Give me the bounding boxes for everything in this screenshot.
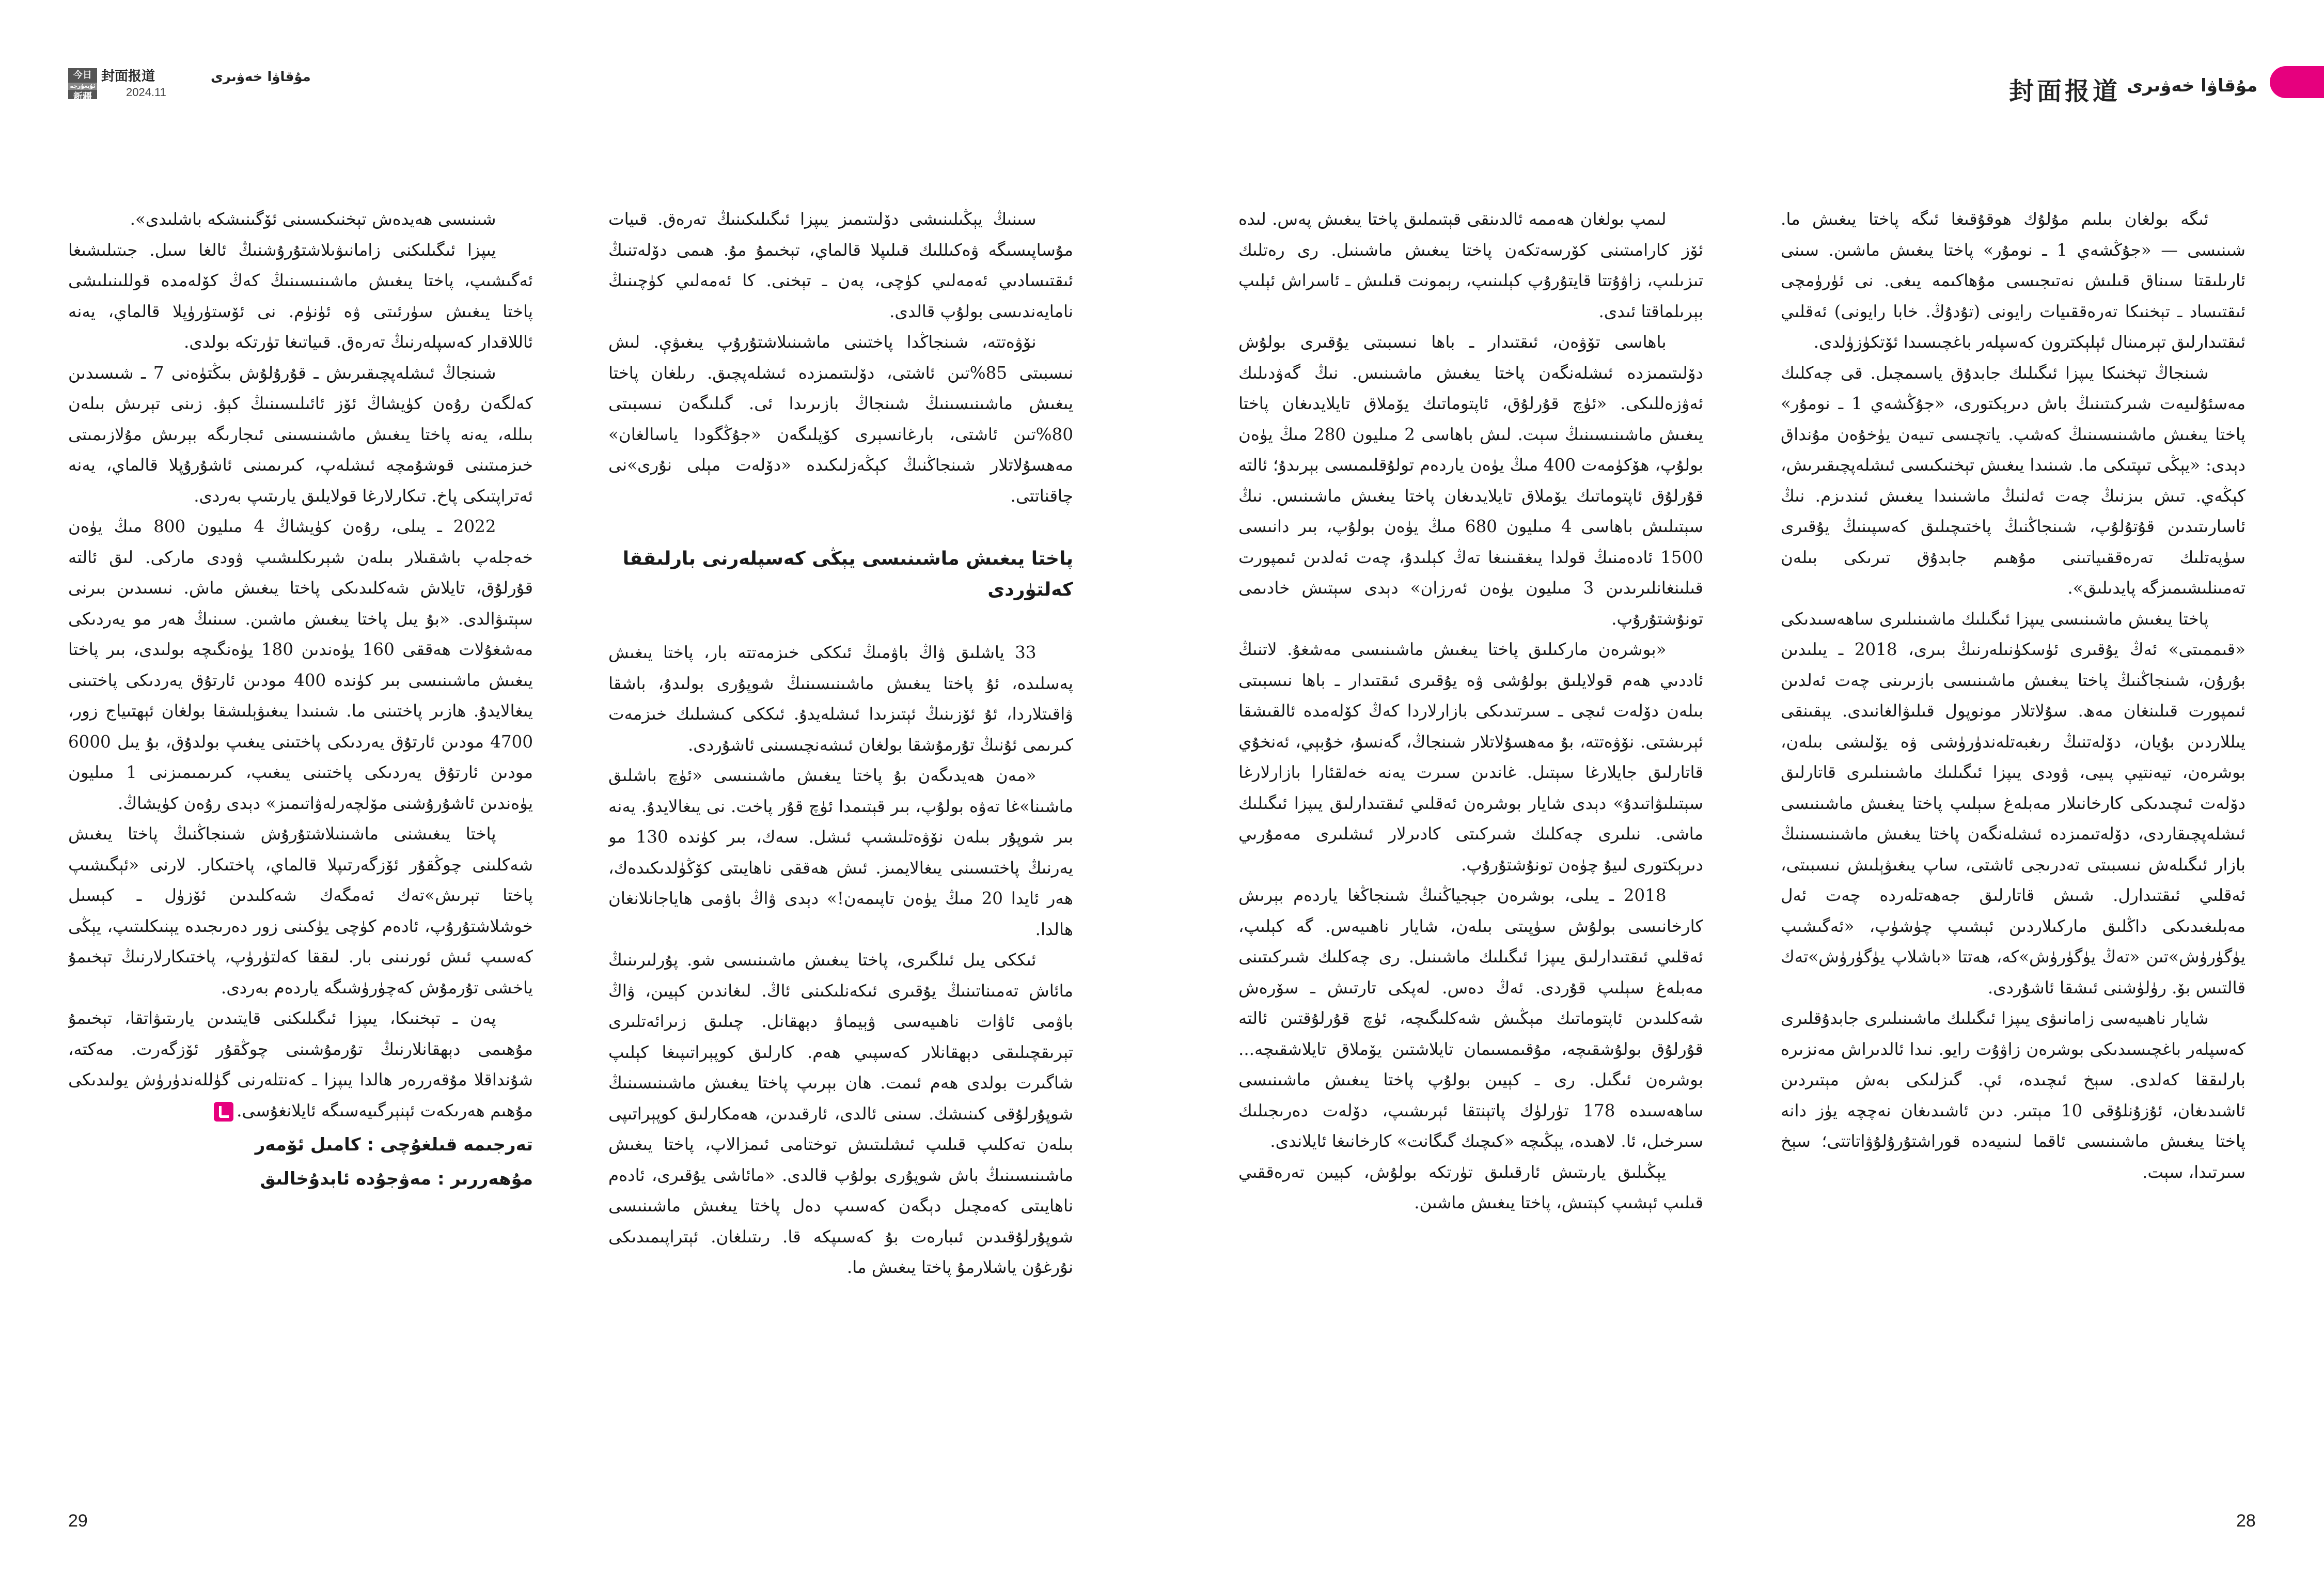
- paragraph: يېڭىلىق يارىتىش ئارقىلىق تۈرتكە بولۇش، كېيىن تەرەققىي قىلىپ ئېشىپ كېتىش، پاختا يىغىش ماشىن.: [1238, 1162, 1703, 1212]
- translator-credit: تەرجىمە قىلغۇچى : كامىل ئۆمەر: [255, 1134, 533, 1155]
- right-page: [1162, 0, 2324, 1588]
- paragraph: باھاسى تۆۋەن، ئىقتىدار ـ باھا نىسبىتى يۇقىرى بولۇش دۆلىتىمىزدە ئىشلەنگەن پاختا يىغىش ماشىنىس. نىڭ گەۋدىلىك ئەۋزەللىكى. «ئۈچ قۇرلۇق، ئاپتوماتىك يۆملاق تايلايدىغان پاختا يىغىش ماشىنىسىنىڭ سېت. لىش باھاسى 2 مىليون 280 مىڭ يۈەن بولۇپ، ھۆكۈمەت 400 مىڭ يۈەن ياردەم تولۇقلىمىسى بېرىدۇ؛ ئالتە قۇرلۇق ئاپتوماتىك يۆملاق تايلايدىغان پاختا يىغىش ماشىنىس. نىڭ سېتىلىش باھاسى 4 مىليون 680 مىڭ يۈەن بولۇپ، بىر دانىسى 1500 ئادەمنىڭ قولدا يىغقىنىغا تەڭ كېلىدۇ، چەت ئەلدىن ئىمپورت قىلىنغانلىرىدىن 3 مىليون يۈەن ئەرزان» دېدى سېتىش خادىمى تونۇشتۇرۇپ.: [1238, 332, 1703, 629]
- column-1: [1781, 204, 2246, 1454]
- column-3: [608, 204, 1073, 1454]
- section-color-tab: [2270, 66, 2324, 98]
- paragraph: شىنجاڭ ئىشلەپچىقىرىش ـ قۇرۇلۇش بىڭتۈەنى 7 ـ شىسىدىن كەلگەن رۇەن كۈيشاڭ ئۆز ئائىلىسىنىڭ كېۋ. زىنى تېرىش بىلەن بىللە، يەنە پاختا يىغىش ماشىنىسىنى ئىجارىگە بېرىش مۇلازىمىتى خىزمىتىنى قوشۇمچە ئىشلەپ، كىرىمىنى ئاشۇرۇپلا قالماي، يەنە ئەتراپتىكى پاخ. تىكارلارغا قولايلىق يارىتىپ بەردى.: [68, 363, 533, 506]
- paragraph: ئىگە بولغان بىلىم مۇلۇك ھوقۇقىغا ئىگە پاختا يىغىش ما. شىنىسى — «جۇڭشەي 1 ـ نومۇر» پاختا يىغىش ماشىن. سىنى ئارىلىقتا سىناق قىلىش نەتىجىسى مۇھاكىمە يىغى. نى ئۈرۈمچى ئىقتىساد ـ تېخنىكا تەرەققىيات رايونى (تۇدۇڭ. خابا رايونى) ئەقلىي ئىقتىدارلىق تېرمىنال ئېلېكترون كەسپلەر باغچىسىدا ئۆتكۈزۈلدى.: [1781, 209, 2246, 352]
- paragraph: لىمپ بولغان ھەممە ئالدىنقى قېتىملىق پاختا يىغىش پەس. لىدە ئۆز كارامىتىنى كۆرسەتكەن پاختا يىغىش ماشىنىل. رى رەتلىك تىزىلىپ، زاۋۇتتا قايتۇرۇپ كېلىنىپ، رېمونت قىلىش ـ ئاسراش ئېلىپ بېرىلماقتا ئىدى.: [1238, 209, 1703, 321]
- paragraph: 2022 ـ يىلى، رۇەن كۈيشاڭ 4 مىليون 800 مىڭ يۈەن خەجلەپ باشقىلار بىلەن شېرىكلىشىپ ۋودى ماركى. لىق ئالتە قۇرلۇق، تايلاش شەكلىدىكى پاختا يىغىش ماش. نىسىدىن بىرنى سېتىۋالدى. «بۇ يىل پاختا يىغىش ماشىن. سىنىڭ ھەر مو يەردىكى مەشغۇلات ھەققى 160 يۈەندىن 180 يۈەنگىچە بولىدى، بىر پاختا يىغىش ماشىنىسى بىر كۈندە 400 مودىن ئارتۇق يەردىكى پاختىنى يىغالايدۇ. ھازىر پاختىنى ما. شىنىدا يىغىۋېلىشقا بولغان ئېھتىياج زور، 4700 مودىن ئارتۇق يەردىكى پاختىنى يىغىپ بولدۇق، بۇ يىل 6000 مودىن ئارتۇق يەردىكى پاختىنى يىغىپ، كىرىمىمىزنى 1 مىليون يۈەندىن ئاشۇرۇشنى مۆلچەرلەۋاتىمىز» دېدى رۇەن كۈيشاڭ.: [68, 517, 533, 813]
- paragraph: پاختا يىغىشنى ماشىنىلاشتۇرۇش شىنجاڭنىڭ پاختا يىغىش شەكلىنى چوڭقۇر ئۆزگەرتىپلا قالماي، پاختىكار. لارنى «ئېگىشىپ پاختا تېرىش»تەك ئەمگەك شەكلىدىن ئۆزۈل ـ كېسىل خوشلاشتۇرۇپ، ئادەم كۈچى يۈكىنى زور دەرىجىدە يېنىكلىتىپ، يېڭى كەسىپ ئىش ئورنىنى بار. لىققا كەلتۈرۈپ، پاختىكارلارنىڭ تېخىمۇ ياخشى تۇرمۇش كەچۈرۈشىگە ياردەم بەردى.: [68, 824, 533, 998]
- page-number-left: 29: [68, 1511, 88, 1531]
- logo-top-text: 今日: [73, 70, 92, 81]
- column-2: [1238, 204, 1703, 1454]
- header-left-section: مۇقاۋا خەۋىرى: [211, 69, 311, 85]
- paragraph: «بوشرەن ماركىلىق پاختا يىغىش ماشىنىسى مەشغۇ. لاتنىڭ ئاددىي ھەم قولايلىق بولۇشى ۋە يۇقىرى ئىقتىدار ـ باھا نىسبىتى بىلەن دۆلەت ئىچى ـ سىرتىدىكى بازارلاردا كەڭ كۆلەمدە ئالقىشقا ئېرىشتى. نۆۋەتتە، بۇ مەھسۇلاتلار شىنجاڭ، گەنسۇ، خۇبېي، ئەنخۇي قاتارلىق جايلارغا سېتىل. غاندىن سىرت يەنە خەلقئارا بازارلارغا سېتىلىۋاتىدۇ» دېدى شايار بوشرەن ئەقلىي ئىقتىدارلىق يىپزا ئىگىلىك ماشى. نىلىرى چەكلىك شىركىتى كادىرلار ئىشلىرى مەمۇرىي دىرېكتورى لىيۇ چۈەن تونۇشتۇرۇپ.: [1238, 640, 1703, 875]
- paragraph: «مەن ھەيدىگەن بۇ پاختا يىغىش ماشىنىسى «ئۈچ باشلىق ماشىنا»غا تەۋە بولۇپ، بىر قېتىمدا ئۈچ قۇر پاخت. نى يىغالايدۇ. يەنە بىر شوپۇر بىلەن نۆۋەتلىشىپ ئىشل. سەك، بىر كۈندە 130 مو يەرنىڭ پاختىسىنى يىغالايمىز. ئىش ھەققى ناھايىتى كۆڭۈلدىكىدەك، ھەر ئايدا 20 مىڭ يۈەن تاپىمەن!» دېدى ۋاڭ باۋمى ھاياجانلانغان ھالدا.: [608, 766, 1073, 939]
- article-end-icon: [214, 1102, 233, 1122]
- paragraph: ئىككى يىل ئىلگىرى، پاختا يىغىش ماشىنىسى شو. پۇرلىرىنىڭ مائاش تەمىناتىنىڭ يۇقىرى ئىكەنلىكىنى ئاڭ. لىغاندىن كېيىن، ۋاڭ باۋمى ئاۋات ناھىيەسى ۋېيماۋ دېھقانل. چىلىق زىرائەتلىرى تېرىقچىلىقى دېھقانلار كەسپىي ھەم. كارلىق كوپېراتىپىغا كېلىپ شاگىرت بولدى ھەم ئىمت. ھان بېرىپ پاختا يىغىش ماشىنىسىنىڭ شوپۇرلۇقى كىنىشك. سىنى ئالدى، ئارقىدىن، ھەمكارلىق كوپېراتىپى بىلەن تەكلىپ قىلىپ ئىشلىتىش توختامى ئىمزالاپ، پاختا يىغىش ماشىنىسىنىڭ باش شوپۇرى بولۇپ قالدى. «مائاشى يۇقىرى، ئادەم ناھايىتى كەمچىل دېگەن كەسىپ دەل پاختا يىغىش ماشىنىسى شوپۇرلۇقىدىن ئىبارەت بۇ كەسىپكە قا. رىتىلغان. ئېتراپىمىدىكى نۇرغۇن ياشلارمۇ پاختا يىغىش ما.: [608, 950, 1073, 1277]
- page-number-right: 28: [2236, 1511, 2256, 1531]
- logo-bottom-text: 新疆: [73, 91, 92, 102]
- section-heading: پاختا يىغىش ماشىنىسى يېڭى كەسپلەرنى بارلىققا كەلتۈردى: [622, 548, 1073, 600]
- header-left-date: 2024.11: [126, 86, 166, 99]
- magazine-logo: [68, 68, 97, 102]
- logo-small-text: ئۇيغۇرچە: [68, 83, 97, 90]
- paragraph: 33 ياشلىق ۋاڭ باۋمىڭ ئىككى خىزمەتتە بار، پاختا يىغىش پەسلىدە، ئۇ پاختا يىغىش ماشىنىسىنىڭ شوپۇرى بولىدۇ، باشقا ۋاقىتلاردا، ئۇ ئۆزىنىڭ ئېتىزىدا ئىشلەيدۇ. ئىككى كىشىلىك خىزمەت كىرىمى ئۇنىڭ تۇرمۇشقا بولغان ئىشەنچىسىنى ئاشۇردى.: [608, 643, 1073, 755]
- header-right-section: مۇقاۋا خەۋىرى: [2127, 75, 2258, 96]
- paragraph: شىنىسى ھەيدەش تېخنىكىسىنى ئۆگىنىشكە باشلىدى».: [130, 209, 496, 229]
- paragraph: نۆۋەتتە، شىنجاڭدا پاختىنى ماشىنىلاشتۇرۇپ يىغىۋې. لىش نىسبىتى 85%تىن ئاشتى، دۆلىتىمىزدە ئىشلەپچىق. رىلغان پاختا يىغىش ماشىنىسىنىڭ شىنجاڭ بازىرىدا ئى. گىلىگەن نىسبىتى 80%تىن ئاشتى، بارغانسېرى كۆپلىگەن «جۇڭگودا ياسالغان» مەھسۇلاتلار شىنجاڭنىڭ كېڭەزلىكىدە «دۆلەت مېلى نۇرى»نى چاقناتتى.: [608, 332, 1073, 506]
- paragraph: پەن ـ تېخنىكا، يىپزا ئىگىلىكنى قايتىدىن يارىتىۋاتقا، تېخىمۇ مۇھىمى دېھقانلارنىڭ تۇرمۇشىنى چوڭقۇر ئۆزگەرت. مەكتە، شۇنداقلا مۇقەررەر ھالدا يىپزا ـ كەنتلەرنى گۈللەندۈرۈش يولىدىكى مۇھىم ھەرىكەت ئېنېرگىيەسىگە ئايلانغۇسى.: [68, 1003, 533, 1126]
- paragraph: شىنجاڭ تېخنىكا يىپزا ئىگىلىك جابدۇق ياسىمچىل. قى چەكلىك مەسئۇلىيەت شىركىتىنىڭ باش دىرېكتورى، «جۇڭشەي 1 ـ نومۇر» پاختا يىغىش ماشىنىسىنىڭ كەشپ. ياتچىسى تىيەن يۈخۇەن مۇنداق دېدى: «يېڭى تىپتىكى ما. شىنىدا يىغىش تېخنىكىسى ئىشلەپچىقىرىش، كېڭەي. تىش بىزنىڭ چەت ئەلنىڭ ماشىنىدا يىغىش ئىندىزم. نىڭ ئاسارىتىدىن قۇتۇلۇپ، شىنجاڭنىڭ پاختىچىلىق كەسپىنىڭ يۇقىرى سۈپەتلىك تەرەققىياتىنى مۇھىم جابدۇق تىرىكى بىلەن تەمىنلىشىمىزگە پايدىلىق».: [1781, 363, 2246, 598]
- column-4: [68, 204, 533, 1454]
- paragraph: شايار ناھىيەسى زامانىۋى يىپزا ئىگىلىك ماشىنىلىرى جابدۇقلىرى كەسپلەر باغچىسىدىكى بوشرەن زاۋۇت رايو. نىدا ئالدىراش مەنزىرە بارلىققا كەلدى. سېخ ئىچىدە، ئې. گىزلىكى بەش مېتىردىن ئاشىدىغان، ئۇزۇنلۇقى 10 مېتىر. دىن ئاشىدىغان نەچچە يۈز دانە پاختا يىغىش ماشىنىسى ئاقما لىنىيەدە قوراشتۇرۇلۇۋاتاتتى؛ سېخ سىرتىدا، سېت.: [1781, 1008, 2246, 1182]
- header-right-title: 封面报道: [2009, 77, 2121, 106]
- paragraph: 2018 ـ يىلى، بوشرەن جېجياڭنىڭ شىنجاڭغا ياردەم بېرىش كارخانىسى بولۇش سۈپىتى بىلەن، شايار ناھىيەس. گە كېلىپ، ئەقلىي ئىقتىدارلىق يىپزا ئىگىلىك ماشىنىل. رى چەكلىك شىركىتىنى مەبلەغ سېلىپ قۇردى. ئەڭ دەس. لەپكى تارتىش ـ سۆرەش شەكلىدىن ئاپتوماتىك مېڭىش شەكلىگىچە، ئۈچ قۇرلۇقتىن ئالتە قۇرلۇق بولۇشقىچە، مۇقىمسىمان تايلاشتىن يۆملاق تايلاشقىچە... بوشرەن ئىگىل. رى ـ كېيىن بولۇپ پاختا يىغىش ماشىنىسى ساھەسىدە 178 تۈرلۈك پاتېنتقا ئېرىشىپ، دۆلەت دەرىجىلىك سىرخىل، ئا. لاھىدە، يېڭىچە «كىچىك گىگانت» كارخانىغا ئايلاندى.: [1238, 885, 1703, 1151]
- paragraph: سىنىڭ يېڭىلىنىشى دۆلىتىمىز يىپزا ئىگىلىكىنىڭ تەرەق. قىيات مۇساپىسىگە ۋەكىللىك قىلىپلا قالماي، تېخىمۇ مۇ. ھىمى دۆلەتنىڭ ئىقتىسادىي ئەمەلىي كۈچى، پەن ـ تېخنى. كا ئەمەلىي كۈچىنىڭ نامايەندىسى بولۇپ قالدى.: [608, 209, 1073, 321]
- paragraph: پاختا يىغىش ماشىنىسى يىپزا ئىگىلىك ماشىنىلىرى ساھەسىدىكى «قىممىتى» ئەڭ يۇقىرى ئۈسكۈنىلەرنىڭ بىرى، 2018 ـ يىلىدىن بۇرۇن، شىنجاڭنىڭ پاختا يىغىش ماشىنىسى بازىرىنى چەت ئەلدىن ئىمپورت قىلىنغان مەھ. سۇلاتلار مونوپول قىلىۋالغانىدى. يېقىنقى يىللاردىن بۇيان، دۆلەتنىڭ رىغبەتلەندۈرۈشى ۋە يۆلىشى بىلەن، بوشرەن، تيەنتيې پىيى، ۋودى يىپزا ئىگىلىك ماشىنىلىرى قاتارلىق دۆلەت ئىچىدىكى كارخانىلار مەبلەغ سېلىپ پاختا يىغىش ماشىنىسى ئىشلەپچىقاردى، دۆلەتىمىزدە ئىشلەنگەن پاختا يىغىش ماشىنىسىنىڭ بازار ئىگىلەش نىسبىتى تەدرىجى ئاشتى، ساپ يىغىۋېلىش نىسبىتى، ئەقلىي ئىقتىدارل. شىش قاتارلىق جەھەتلەردە چەت ئەل مەبلىغىدىكى داڭلىق ماركىلاردىن ئېشىپ چۈشۈپ، «ئەگىشىپ يۈگۈرۈش»تىن «تەڭ يۈگۈرۈش»كە، ھەتتا «باشلاپ يۈگۈرۈش»تەك قالتىس بۆ. رۈلۈشنى ئىشقا ئاشۇردى.: [1781, 609, 2246, 998]
- paragraph: يىپزا ئىگىلىكنى زامانىۋىلاشتۇرۇشنىڭ ئالغا سىل. جىتىلىشىغا ئەگىشىپ، پاختا يىغىش ماشىنىسىنىڭ كەڭ كۆلەمدە قوللىنىلىشى پاختا يىغىش سۈرئىتى ۋە ئۈنۈم. نى ئۆستۈرۈپلا قالماي، يەنە ئاللاقدار كەسپلەرنىڭ تەرەق. قىياتىغا تۈرتكە بولدى.: [68, 240, 533, 352]
- editor-credit: مۇھەررىر : مەۋجۇدە ئابدۇخالىق: [260, 1169, 533, 1189]
- header-left-title: 封面报道: [101, 69, 155, 84]
